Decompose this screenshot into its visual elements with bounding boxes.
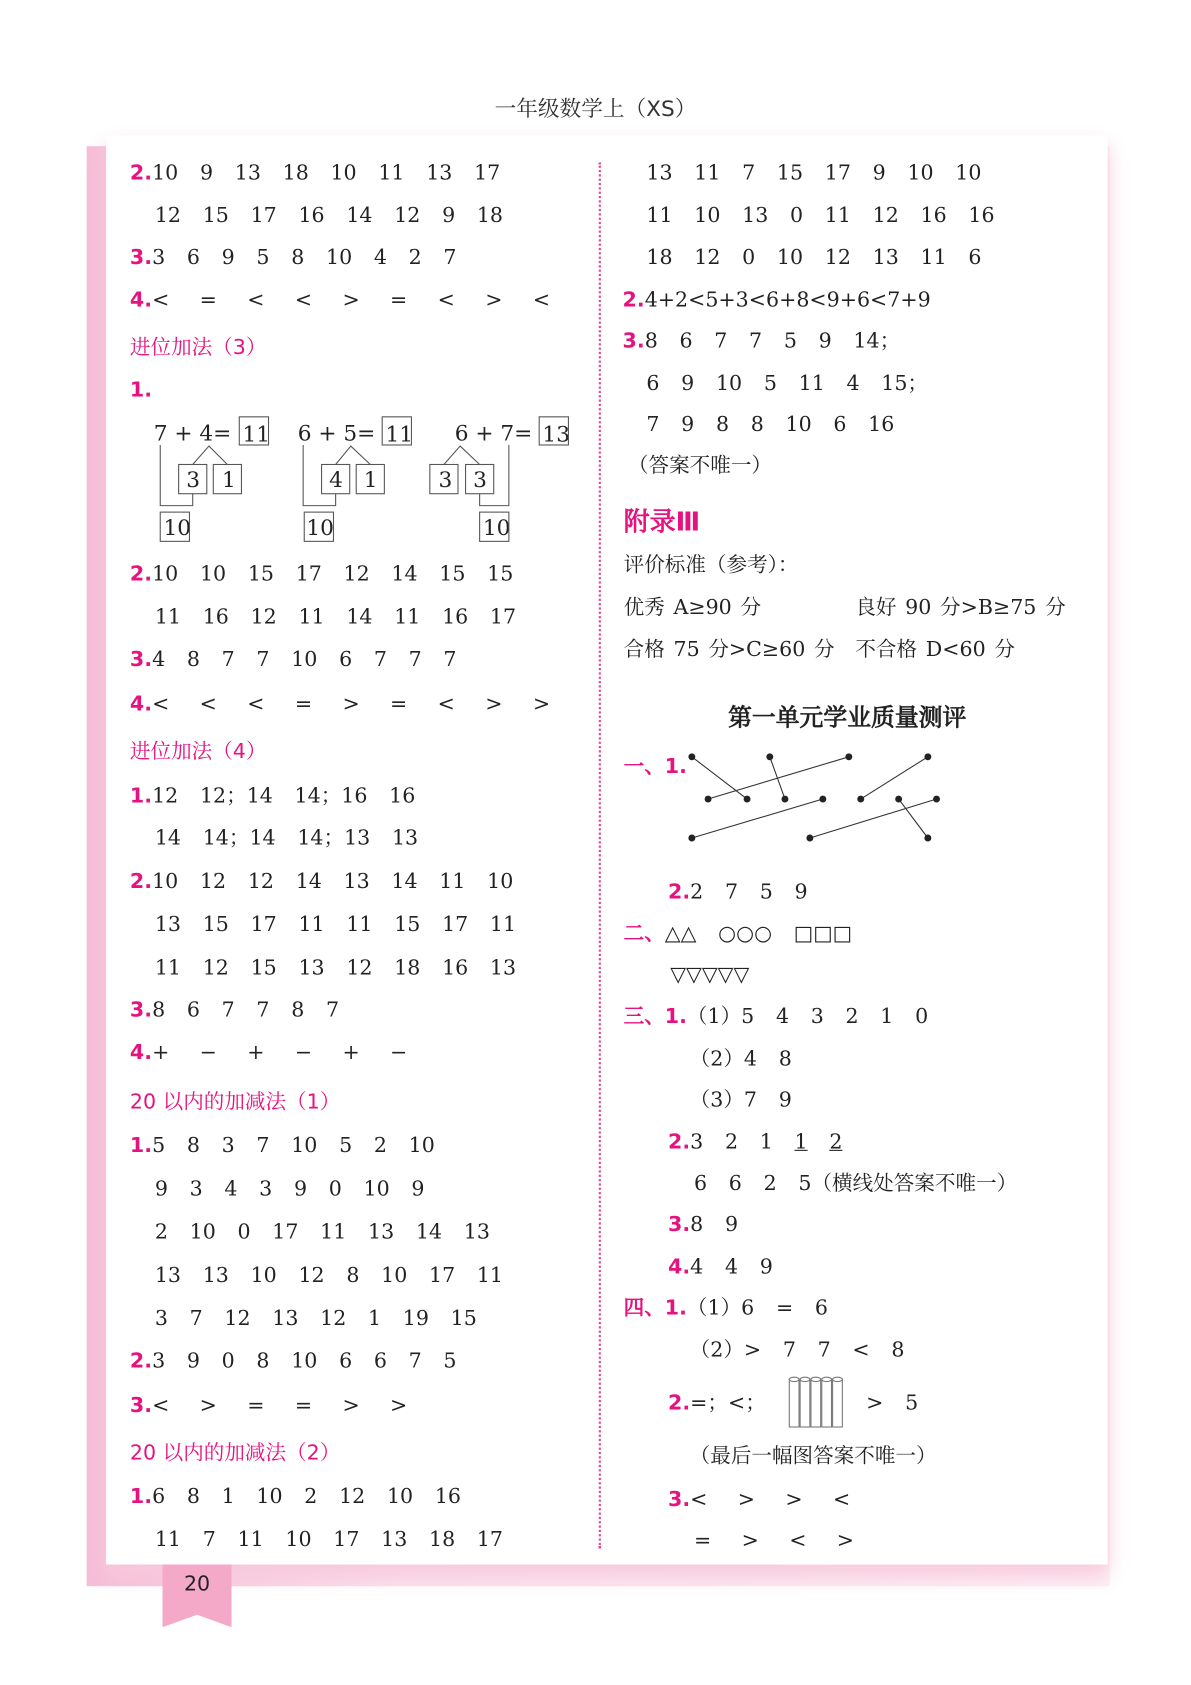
answer-line: 9 3 4 3 9 0 10 9 — [154, 1176, 425, 1201]
result-box: 11 — [385, 422, 413, 448]
equation: 7 + 4= — [153, 421, 232, 447]
answer-line: 四、1.（1）6 = 6 — [623, 1295, 828, 1320]
split-box: 3 — [473, 468, 487, 494]
answer-line: 2 10 0 17 11 13 14 13 — [154, 1220, 490, 1245]
split-box: 4 — [329, 468, 343, 494]
answer-line: 1.12 12；14 14；16 16 — [129, 783, 416, 808]
answer-line: 3.8 6 7 7 5 9 14； — [622, 329, 901, 353]
section-heading: 进位加法（3） — [129, 335, 267, 360]
answer-line: 2.10 10 15 17 12 14 15 15 — [129, 561, 514, 586]
answer-line: 2.3 9 0 8 10 6 6 7 5 — [129, 1349, 457, 1373]
split-box: 3 — [438, 468, 453, 494]
answer-line: 1.6 8 1 10 2 12 10 16 — [129, 1484, 462, 1509]
answer-line: 14 14；14 14；13 13 — [154, 826, 419, 850]
answer-line: 2.4+2<5+3<6+8<9+6<7+9 — [622, 287, 931, 312]
criteria-fail: 不合格 D<60 分 — [855, 637, 1015, 662]
answer-line: 11 12 15 13 12 18 16 13 — [154, 956, 517, 980]
answer-line: 13 15 17 11 11 15 17 11 — [154, 912, 517, 937]
page-number: 20 — [183, 1572, 211, 1596]
ten-box: 10 — [163, 515, 192, 541]
answer-line: 2.10 12 12 14 13 14 11 10 — [129, 869, 514, 894]
answer-line: 1. — [129, 377, 153, 402]
answer-line: 6 6 2 5（横线处答案不唯一） — [694, 1171, 1018, 1196]
answer-line: 3.8 9 — [668, 1212, 739, 1237]
answer-line: 1.5 8 3 7 10 5 2 10 — [129, 1133, 435, 1158]
answer-line: 11 16 12 11 14 11 16 17 — [154, 605, 517, 630]
answer-line: = > < > — [694, 1528, 855, 1553]
result-box: 11 — [242, 422, 271, 448]
criteria-good: 良好 90 分>B≥75 分 — [855, 595, 1066, 620]
section-heading: 进位加法（4） — [129, 739, 267, 764]
answer-line: 3.8 6 7 7 8 7 — [129, 998, 340, 1023]
answer-line: 6 9 10 5 11 4 15； — [646, 371, 929, 396]
answer-line: 3.< > = = > > — [129, 1393, 408, 1418]
result-box: 13 — [542, 422, 570, 448]
split-box: 3 — [186, 468, 201, 494]
answer-line: 一、1. — [623, 754, 687, 779]
answer-line: 11 7 11 10 17 13 18 17 — [154, 1527, 504, 1552]
answer-line: 4.4 4 9 — [668, 1254, 773, 1279]
answer-line: 18 12 0 10 12 13 11 6 — [646, 245, 982, 270]
page-header: 一年级数学上（XS） — [494, 95, 697, 122]
answer-line: 3.4 8 7 7 10 6 7 7 7 — [129, 647, 457, 672]
criteria-pass: 合格 75 分>C≥60 分 — [623, 637, 835, 662]
note: （最后一幅图答案不唯一） — [689, 1444, 937, 1469]
criteria-excellent: 优秀 A≥90 分 — [623, 595, 762, 620]
appendix-heading: 附录Ⅲ — [623, 506, 701, 538]
answer-line: 2.=；<； — [668, 1391, 766, 1416]
answer-line: 3.3 6 9 5 8 10 4 2 7 — [129, 245, 457, 270]
section-heading: 20 以内的加减法（2） — [129, 1441, 341, 1465]
answer-line: 4.< < < = > = < > > — [129, 691, 551, 716]
equation: 6 + 7= — [454, 421, 533, 447]
note: （答案不唯一） — [627, 453, 772, 478]
equation: 6 + 5= — [297, 421, 376, 447]
answer-line: 2.2 7 5 9 — [668, 880, 808, 905]
split-box: 1 — [221, 468, 236, 494]
answer-line: 13 13 10 12 8 10 17 11 — [154, 1263, 504, 1288]
answer-line: 3 7 12 13 12 1 19 15 — [154, 1306, 477, 1331]
answer-line: 11 10 13 0 11 12 16 16 — [646, 203, 995, 228]
criteria-title: 评价标准（参考）： — [623, 553, 799, 578]
answer-line: （2）> 7 7 < 8 — [689, 1338, 905, 1363]
answer-line: 三、1.（1）5 4 3 2 1 0 — [623, 1004, 929, 1029]
answer-line: 4.+ − + − + − — [129, 1040, 408, 1065]
answer-line: > 5 — [866, 1391, 919, 1416]
answer-line: 7 9 8 8 10 6 16 — [646, 412, 895, 437]
split-box: 1 — [363, 468, 378, 494]
answer-line: （2）4 8 — [689, 1046, 792, 1071]
answer-line: 13 11 7 15 17 9 10 10 — [646, 161, 982, 186]
answer-line: 4.< = < < > = < > < — [129, 287, 551, 312]
section-heading: 20 以内的加减法（1） — [129, 1090, 341, 1115]
answer-line: 12 15 17 16 14 12 9 18 — [154, 203, 504, 228]
answer-line: 二、△△ ○○○ □□□ — [623, 921, 853, 946]
ten-box: 10 — [482, 515, 511, 541]
answer-line: 2.10 9 13 18 10 11 13 17 — [129, 161, 501, 186]
answer-line: （3）7 9 — [689, 1088, 792, 1112]
answer-line: ▽▽▽▽▽ — [670, 962, 750, 987]
answer-line: 2.3 2 1 1 2 — [668, 1130, 843, 1155]
unit-title: 第一单元学业质量测评 — [728, 704, 967, 732]
ten-box: 10 — [306, 515, 334, 541]
answer-line: 3.< > > < — [668, 1487, 851, 1512]
